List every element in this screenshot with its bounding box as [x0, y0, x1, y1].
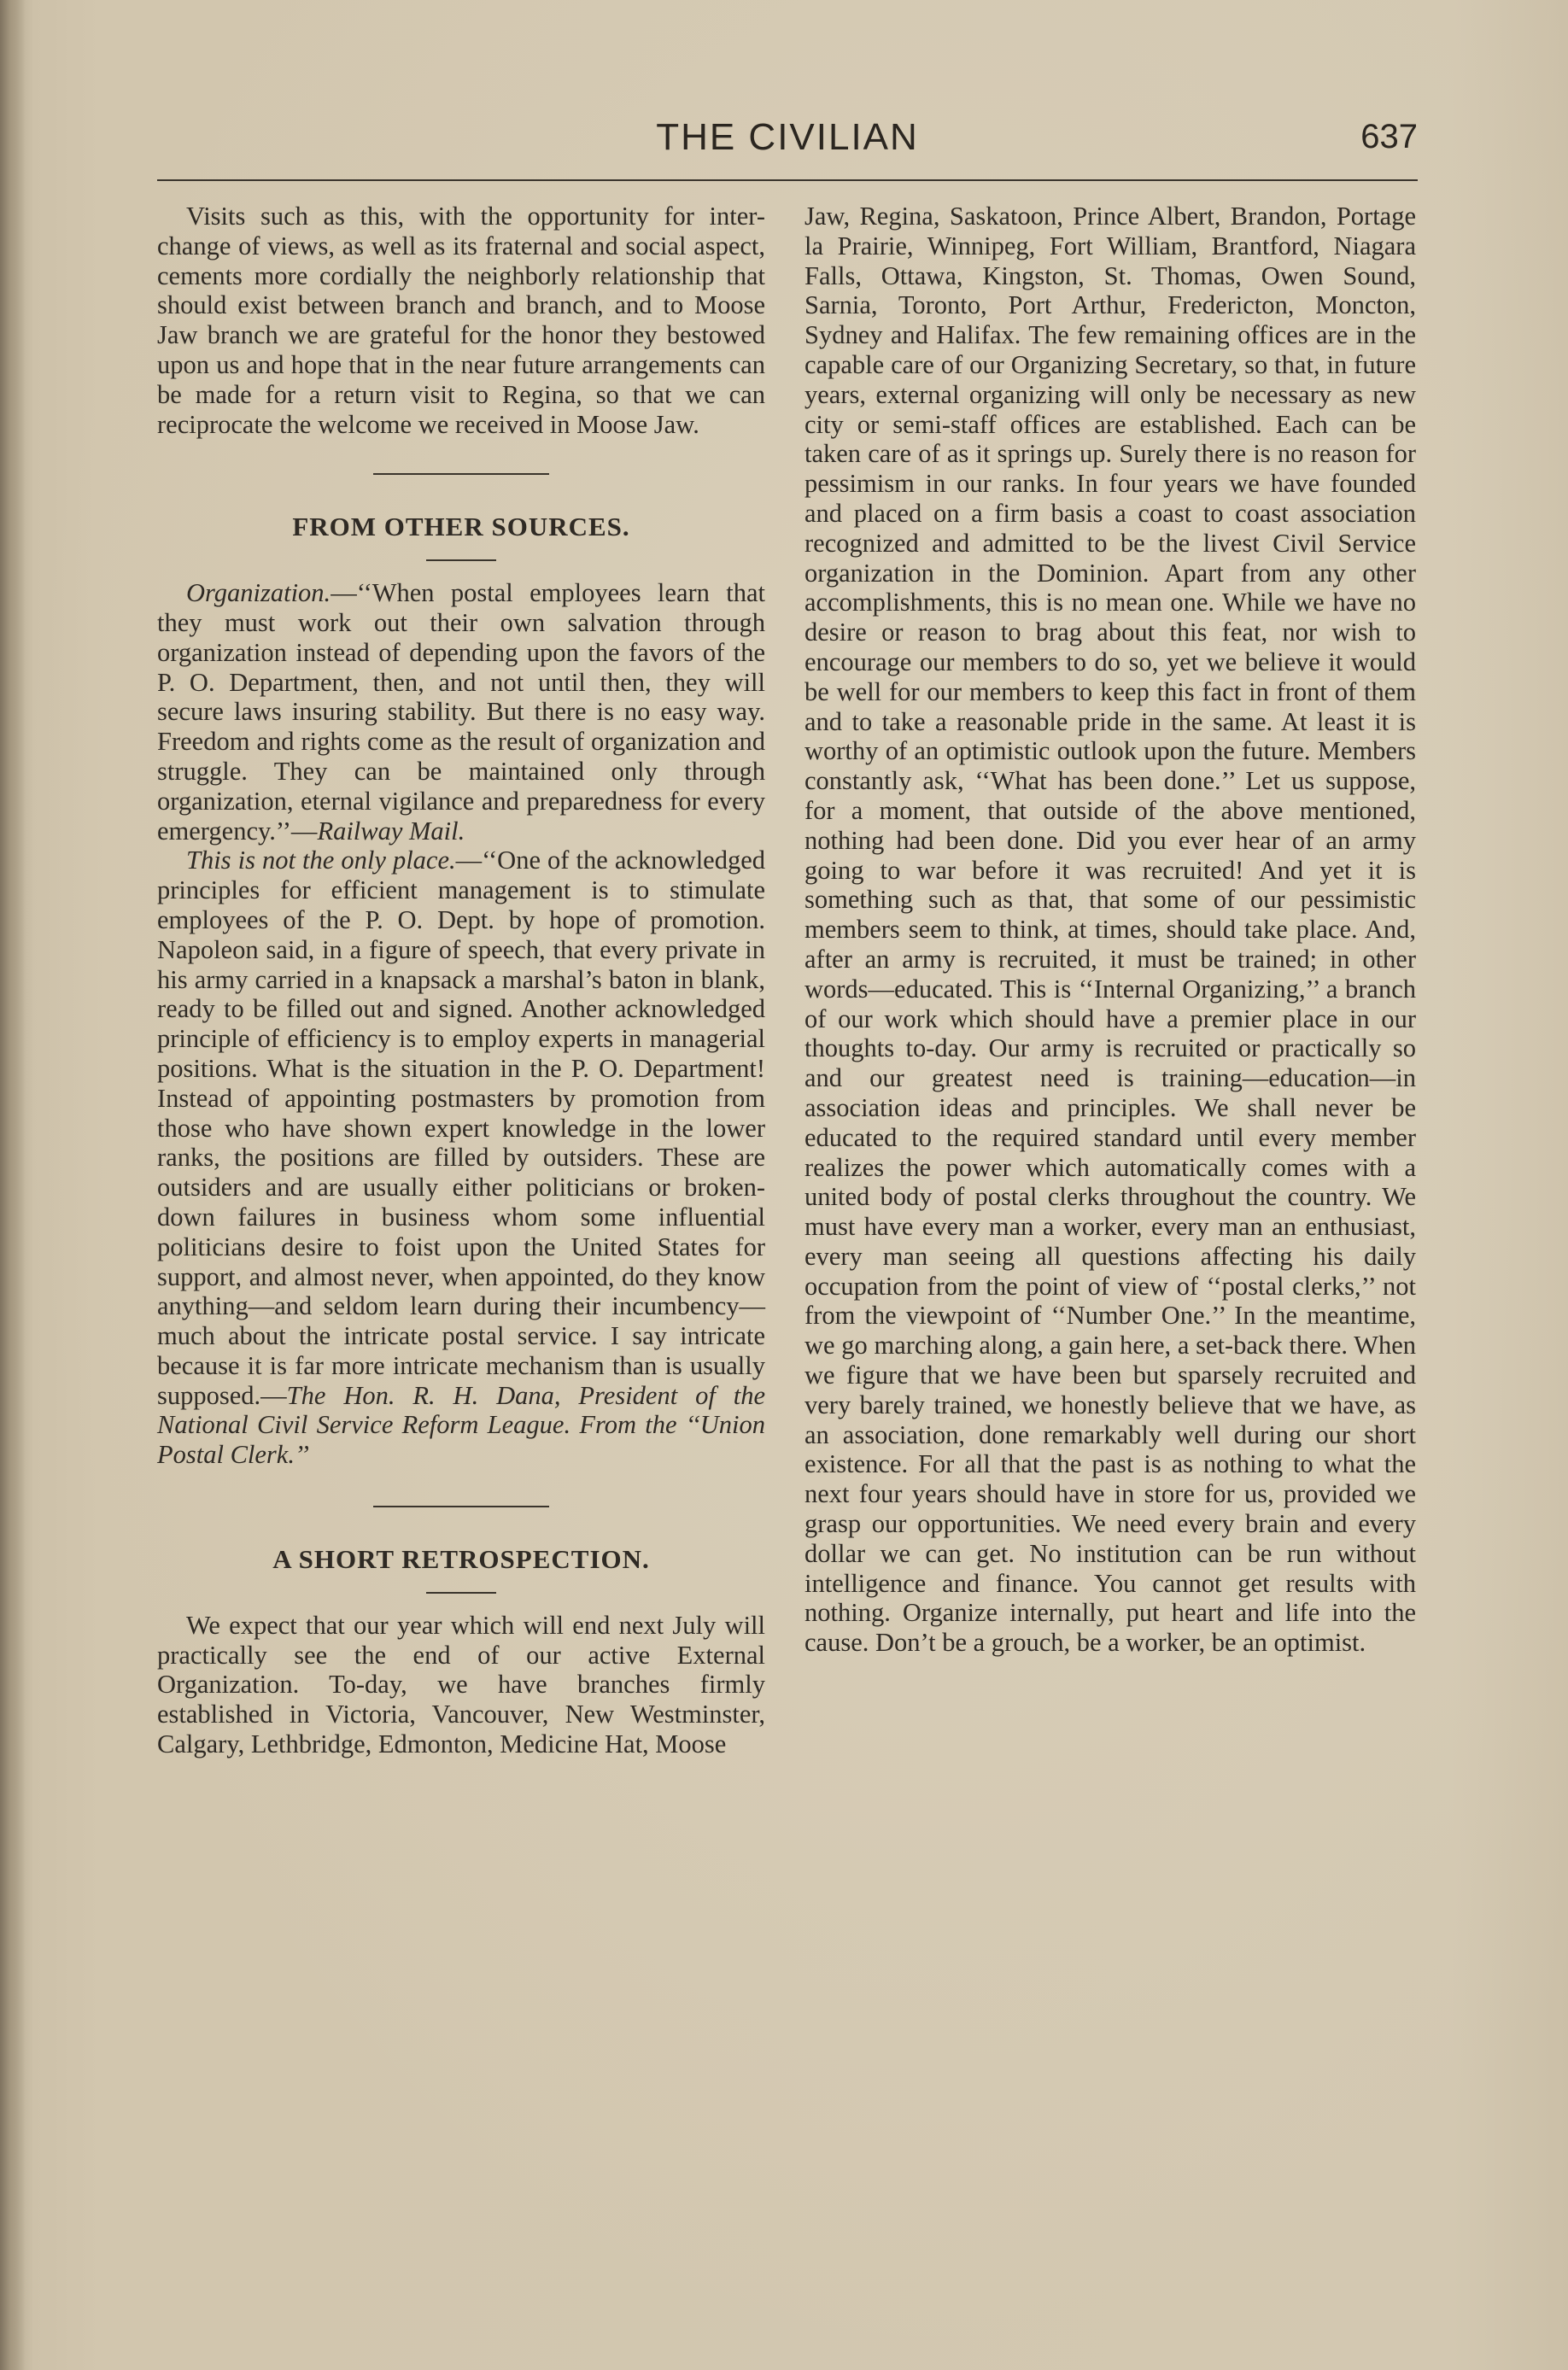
organization-source: Railway Mail.: [317, 816, 465, 846]
only-place-source: The Hon. R. H. Dana, President of the National Civil Service Reform League. From the ‘‘Union Postal Clerk.’’: [157, 1380, 765, 1470]
intro-paragraph: Visits such as this, with the opportunity for inter-change of views, as well as its fraternal and social aspect, cements more cordially the neighborly relationship that should exist between branch and branch, and to Moose Jaw branch we are grateful for the honor they bestowed upon us and hope that in the near future arrangements can be made for a return visit to Regina, so that we can reciprocate the welcome we received in Moose Jaw.: [157, 202, 765, 439]
section-heading-other-sources: FROM OTHER SOURCES.: [292, 512, 630, 542]
only-place-text: —‘‘One of the acknowledged principles for efficient management is to stimulate employees of the P. O. Dept. by hope of promotion. Napoleon said, in a figure of speech, that every private in his army carried in a knapsack a marshal’s baton in blank, ready to be filled out and signed. Another acknowledged principle of efficiency is to employ experts in managerial positions. What is the situation in the P. O. Department! Instead of appointing postmasters by promotion from those who have shown expert knowledge in the lower ranks, the positions are filled by outsiders. These are outsiders and are usually either politicians or broken-down failures in business whom some influential politicians desire to foist upon the United States for support, and almost never, when appointed, do they know anything—and seldom learn during their incumbency—much about the intricate postal service. I say intricate because it is far more intricate mechanism than is usually supposed.—: [157, 846, 765, 1410]
page-binding-edge: [0, 0, 26, 2370]
left-column: [157, 202, 765, 1759]
organization-label: Organization.: [186, 578, 331, 608]
retrospection-paragraph-continued: Jaw, Regina, Saskatoon, Prince Albert, Brandon, Portage la Prairie, Winnipeg, Fort William, Brantford, Niagara Falls, Ottawa, Kingston, St. Thomas, Owen Sound, Sarnia, Toronto, Port Arthur, Fredericton, Moncton, Sydney and Halifax. The few remaining offices are in the capable care of our Organizing Secretary, so that, in future years, external organizing will only be necessary as new city or semi-staff offices are established. Each can be taken care of as it springs up. Surely there is no reason for pessimism in our ranks. In four years we have founded and placed on a firm basis a coast to coast association recognized and admitted to be the livest Civil Service organization in the Dominion. Apart from any other accomplishments, this is no mean one. While we have no desire or reason to brag about this feat, nor wish to encourage our members to do so, yet we believe it would be well for our members to keep this fact in front of them and to take a reasonable pride in the same. At least it is worthy of an optimistic outlook upon the future. Members constantly ask, ‘‘What has been done.’’ Let us suppose, for a moment, that outside of the above mentioned, nothing had been done. Did you ever hear of an army going to war before it was recruited! And yet it is something such as that, that some of our pessimistic members seem to think, at times, should take place. And, after an army is recruited, it must be trained; in other words—educated. This is ‘‘Internal Organizing,’’ a branch of our work which should have a premier place in our thoughts to-day. Our army is recruited or practically so and our greatest need is training—education—in association ideas and principles. We shall never be educated to the required standard until every member realizes the power which automatically comes with a united body of postal clerks throughout the country. We must have every man a worker, every man an enthusiast, every man seeing all questions affecting his daily occupation from the point of view of ‘‘postal clerks,’’ not from the viewpoint of ‘‘Number One.’’ In the meantime, we go marching along, a gain here, a set-back there. When we figure that we have been but sparsely recruited and very barely trained, we honestly believe that we have, as an association, done remarkably well during our short existence. For all that the past is as nothing to what the next four years should have in store for us, provided we grasp our opportunities. We need every brain and every dollar we can get. No institution can be run without intelligence and finance. You cannot get results with nothing. Organize internally, put heart and life into the cause. Don’t be a grouch, be a worker, be an optimist.: [804, 202, 1416, 1658]
section-heading-retrospection: A SHORT RETROSPECTION.: [272, 1544, 650, 1575]
right-column: [804, 202, 1416, 1658]
page-number: 637: [1360, 118, 1418, 155]
organization-text: —‘‘When postal employees learn that they must work out their own salvation through organization instead of depending upon the favors of the P. O. Department, then, and not until then, they will secure laws insuring stability. But there is no easy way. Freedom and rights come as the result of organization and struggle. They can be maintained only through organization, eternal vigilance and preparedness for every emergency.’’—: [157, 578, 765, 846]
retrospection-paragraph-start: We expect that our year which will end next July will practically see the end of our active External Organization. To-day, we have branches firmly established in Victoria, Vancouver, New Westminster, Calgary, Lethbridge, Edmonton, Medicine Hat, Moose: [157, 1610, 765, 1759]
running-header: [157, 116, 1418, 181]
only-place-label: This is not the only place.: [186, 846, 456, 875]
organization-paragraph: [157, 578, 765, 846]
publication-title: THE CIVILIAN: [656, 116, 919, 158]
only-place-paragraph: [157, 846, 765, 1470]
